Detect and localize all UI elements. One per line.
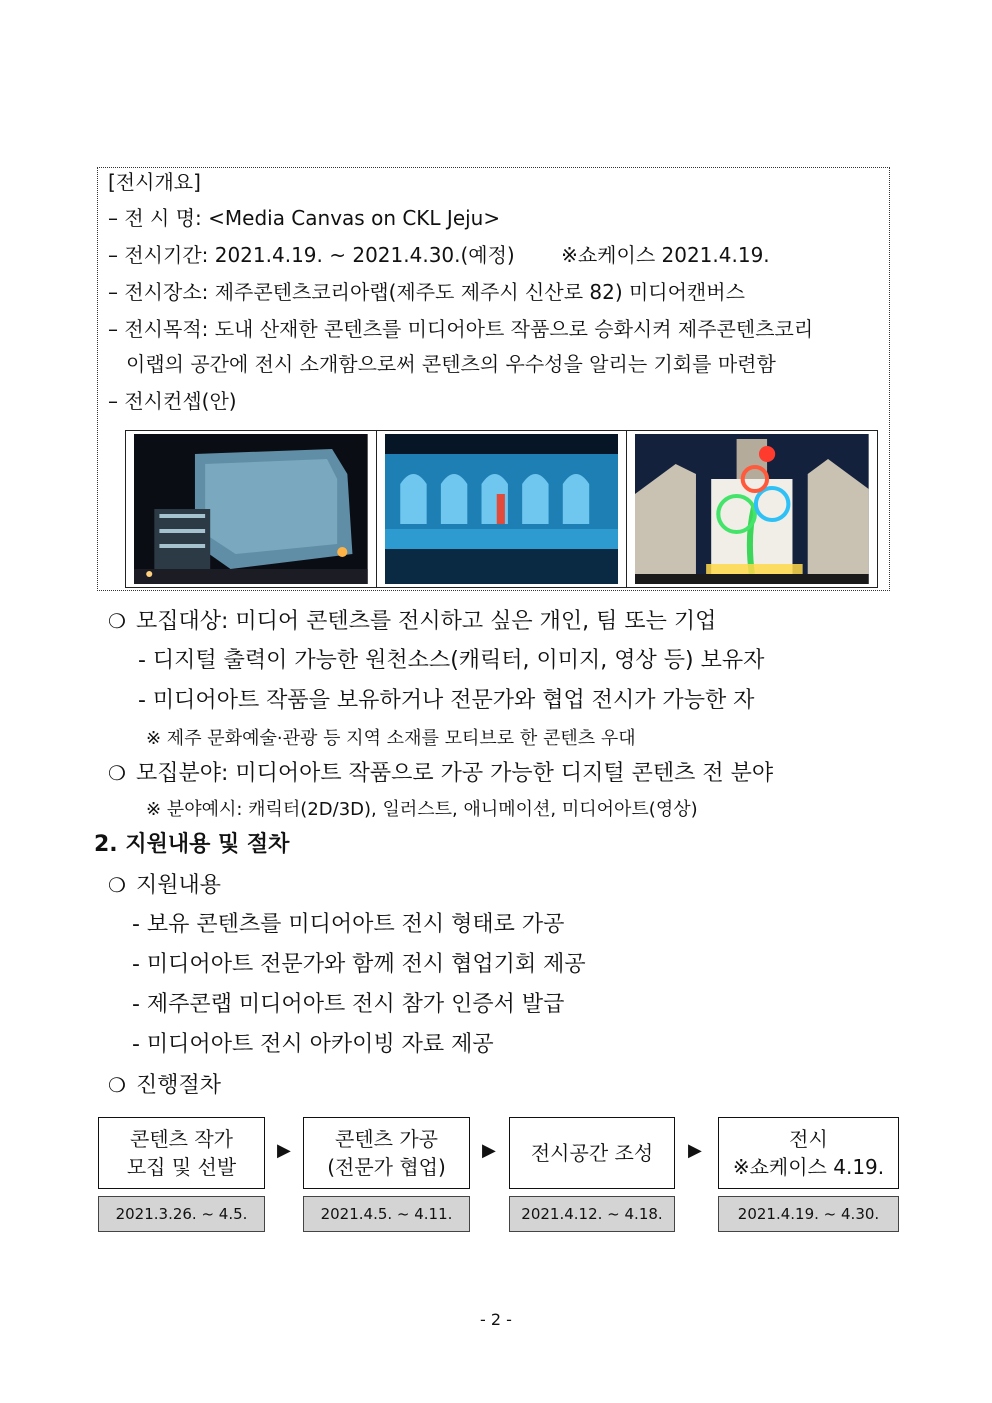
process-date-3: 2021.4.12. ~ 4.18.: [509, 1196, 675, 1232]
bullet-circle-icon: ❍: [108, 609, 126, 633]
support-heading-text: 지원내용: [135, 873, 221, 898]
arrow-right-icon: ▶: [277, 1140, 291, 1161]
process-step-3-line1: 전시공간 조성: [530, 1141, 654, 1165]
recruit-target-sub1: - 디지털 출력이 가능한 원천소스(캐릭터, 이미지, 영상 등) 보유자: [138, 648, 765, 673]
process-step-2-line2: (전문가 협업): [327, 1155, 446, 1179]
support-item-1: - 보유 콘텐츠를 미디어아트 전시 형태로 가공: [132, 912, 565, 937]
period-text: – 전시기간: 2021.4.19. ~ 2021.4.30.(예정): [108, 243, 515, 267]
process-step-4-line2: ※쇼케이스 4.19.: [732, 1155, 885, 1179]
exhibition-overview-box: [97, 167, 890, 591]
process-step-2-line1: 콘텐츠 가공: [335, 1127, 438, 1151]
process-step-1-line1: 콘텐츠 작가: [130, 1127, 233, 1151]
recruit-target-sub2: - 미디어아트 작품을 보유하거나 전문가와 협업 전시가 가능한 자: [138, 688, 755, 713]
concept-photo-arches: [377, 431, 628, 587]
process-step-3: [509, 1117, 675, 1189]
support-item-4: - 미디어아트 전시 아카이빙 자료 제공: [132, 1032, 494, 1057]
process-step-4: [718, 1117, 899, 1189]
exhibition-period: [108, 241, 770, 269]
exhibition-purpose-2: 이랩의 공간에 전시 소개함으로써 콘텐츠의 우수성을 알리는 기회를 마련함: [126, 352, 776, 376]
exhibition-purpose-1: – 전시목적: 도내 산재한 콘텐츠를 미디어아트 작품으로 승화시켜 제주콘텐츠코리: [108, 317, 814, 341]
process-date-4: 2021.4.19. ~ 4.30.: [718, 1196, 899, 1232]
exhibition-concept: – 전시컨셉(안): [108, 389, 237, 413]
procedure-heading-text: 진행절차: [135, 1073, 221, 1098]
concept-photo-strip: [125, 430, 878, 588]
concept-photo-building: [126, 431, 377, 587]
support-heading: [108, 870, 221, 901]
process-step-2: [303, 1117, 470, 1189]
recruit-target: [108, 606, 716, 637]
overview-header: [전시개요]: [108, 170, 201, 194]
process-step-1-line2: 모집 및 선발: [126, 1155, 237, 1179]
process-date-2: 2021.4.5. ~ 4.11.: [303, 1196, 470, 1232]
bullet-circle-icon: ❍: [108, 761, 126, 785]
page-number: - 2 -: [480, 1310, 512, 1329]
exhibition-name: – 전 시 명: <Media Canvas on CKL Jeju>: [108, 206, 501, 230]
recruit-target-text: 모집대상: 미디어 콘텐츠를 전시하고 싶은 개인, 팀 또는 기업: [135, 609, 717, 634]
procedure-heading: [108, 1070, 221, 1101]
recruit-field-text: 모집분야: 미디어아트 작품으로 가공 가능한 디지털 콘텐츠 전 분야: [135, 761, 774, 786]
showcase-date: ※쇼케이스 2021.4.19.: [561, 243, 770, 267]
bullet-circle-icon: ❍: [108, 873, 126, 897]
concept-photo-tree: [627, 431, 877, 587]
process-step-4-line1: 전시: [789, 1127, 828, 1151]
support-item-3: - 제주콘랩 미디어아트 전시 참가 인증서 발급: [132, 992, 565, 1017]
section-2-title: 2. 지원내용 및 절차: [94, 832, 290, 857]
recruit-field: [108, 758, 773, 789]
exhibition-place: – 전시장소: 제주콘텐츠코리아랩(제주도 제주시 신산로 82) 미디어캔버스: [108, 280, 745, 304]
support-item-2: - 미디어아트 전문가와 함께 전시 협업기회 제공: [132, 952, 586, 977]
arrow-right-icon: ▶: [482, 1140, 496, 1161]
arrow-right-icon: ▶: [688, 1140, 702, 1161]
recruit-target-note: ※ 제주 문화예술·관광 등 지역 소재를 모티브로 한 콘텐츠 우대: [146, 728, 636, 749]
process-date-1: 2021.3.26. ~ 4.5.: [98, 1196, 265, 1232]
recruit-field-note: ※ 분야예시: 캐릭터(2D/3D), 일러스트, 애니메이션, 미디어아트(영상): [146, 799, 698, 820]
bullet-circle-icon: ❍: [108, 1073, 126, 1097]
process-step-1: [98, 1117, 265, 1189]
